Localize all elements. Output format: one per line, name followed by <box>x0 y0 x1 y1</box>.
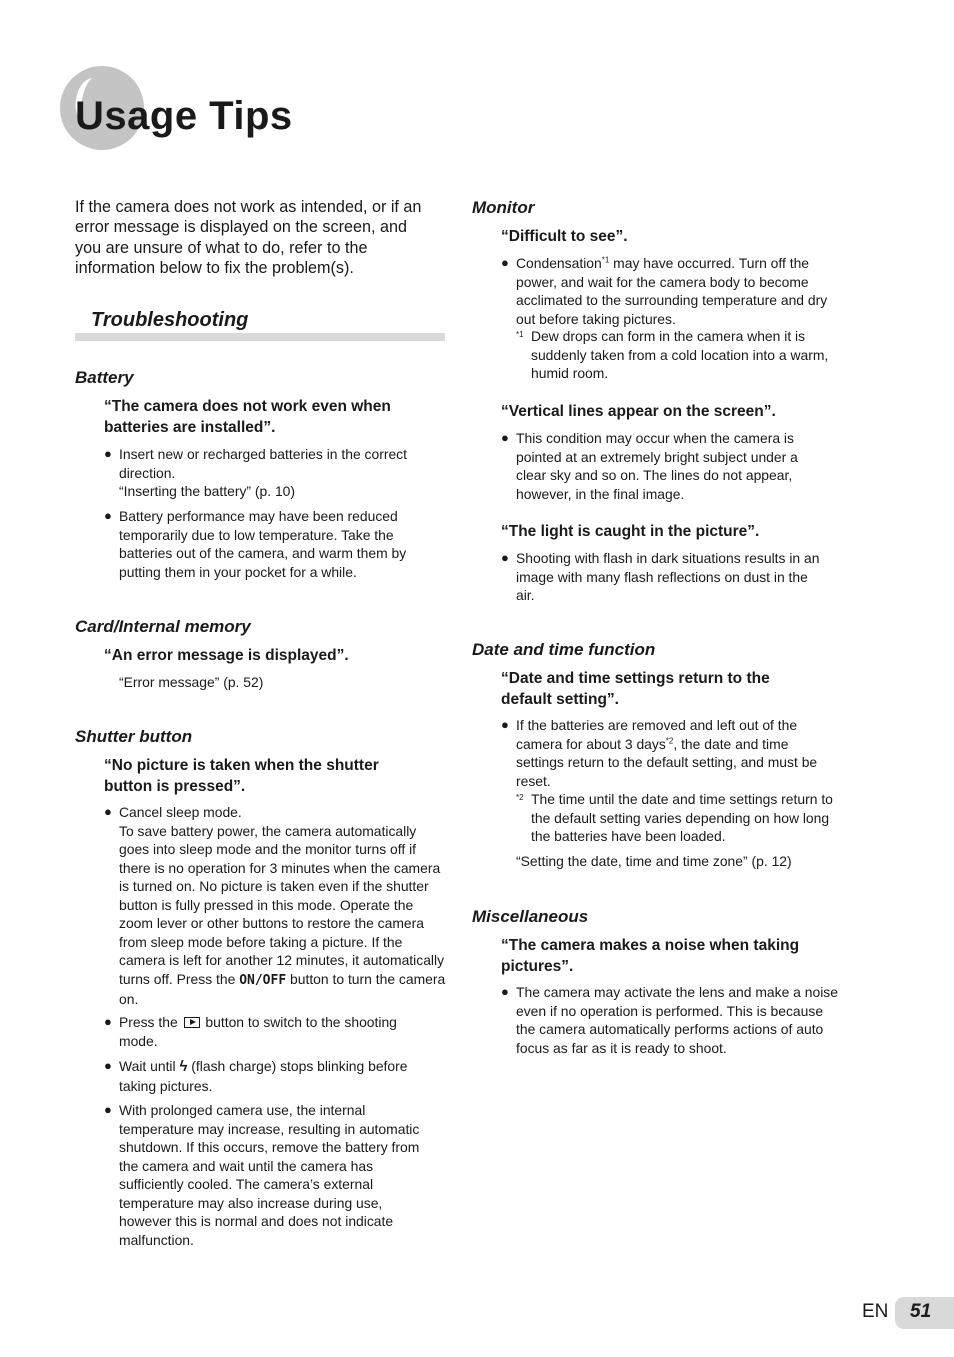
page-number-tab <box>895 1297 954 1329</box>
datetime-footnote: *2 The time until the date and time settings return to the default setting varies depending on how long the batteries have been loaded. <box>516 791 833 844</box>
on-off-button-label: ON/OFF <box>239 972 287 988</box>
shutter-bullet-3: ● Wait until ϟ (flash charge) stops blinking before taking pictures. <box>104 1058 408 1094</box>
bullet-icon: ● <box>501 430 509 445</box>
monitor-bullet-1: ● Condensation$^{*1}$ may have occurred. Turn off the power, and wait for the camera body to become acclimated to the surrounding temperature and dry out before taking pictures. <box>501 255 828 327</box>
battery-bullet-2: ● Battery performance may have been reduced temporarily due to low temperature. Take the batteries out of the camera, and warm them by putting them in your pocket for a while. <box>104 508 407 580</box>
monitor-footnote-1: *1 Dew drops can form in the camera when it is suddenly taken from a cold location into a warm, humid room. <box>516 328 829 381</box>
shutter-bullet-2: ● Press the button to switch to the shooting mode. <box>104 1014 397 1049</box>
section-card: Card/Internal memory <box>75 617 251 636</box>
language-label: EN <box>862 1301 889 1322</box>
card-question: “An error message is displayed”. <box>104 647 349 664</box>
bullet-icon: ● <box>501 984 509 999</box>
page-number: 51 <box>910 1301 932 1322</box>
intro-text: If the camera does not work as intended, or if an error message is displayed on the screen, and you are unsure of what to do, refer to the information below to fix the problem(s). <box>75 198 422 278</box>
monitor-question-1: “Difficult to see”. <box>501 228 628 245</box>
monitor-question-3: “The light is caught in the picture”. <box>501 523 760 540</box>
section-battery: Battery <box>75 368 134 387</box>
datetime-question: “Date and time settings return to the default setting”. <box>501 670 770 708</box>
misc-bullet-1: ● The camera may activate the lens and make a noise even if no operation is performed. This is because the camera automatically performs actions of auto focus as far as it is ready to shoot. <box>501 984 838 1056</box>
bullet-icon: ● <box>104 508 112 523</box>
playback-button-icon <box>184 1017 200 1028</box>
battery-question: “The camera does not work even when batteries are installed”. <box>104 398 391 436</box>
card-ref: “Error message” (p. 52) <box>119 674 264 690</box>
bullet-icon: ● <box>104 804 112 819</box>
shutter-question: “No picture is taken when the shutter button is pressed”. <box>104 757 379 795</box>
section-datetime: Date and time function <box>472 640 656 659</box>
shutter-bullet-1: ● Cancel sleep mode. To save battery power, the camera automatically goes into sleep mode and the monitor turns off if there is no operation for 3 minutes when the camera is turned on. No picture is taken even if the shutter button is fully pressed in this mode. Operate the zoom lever or other buttons to restore the camera from sleep mode before taking a picture. If the camera is left for another 12 minutes, it automatically turns off. Press the ON/OFF button to turn the camera on. <box>104 804 446 1007</box>
bullet-icon: ● <box>501 550 509 565</box>
bullet-icon: ● <box>104 1058 112 1073</box>
battery-ref: “Inserting the battery” (p. 10) <box>119 483 296 499</box>
monitor-question-2: “Vertical lines appear on the screen”. <box>501 403 776 420</box>
bullet-icon: ● <box>501 255 509 270</box>
bullet-icon: ● <box>104 1102 112 1117</box>
bullet-icon: ● <box>104 446 112 461</box>
section-misc: Miscellaneous <box>472 907 589 926</box>
shutter-bullet-4: ● With prolonged camera use, the internal temperature may increase, resulting in automatic shutdown. If this occurs, remove the battery from the camera and wait until the camera has sufficiently cooled. The camera’s external temperature may also increase during use, however this is normal and does not indicate malfunction. <box>104 1102 420 1248</box>
misc-question: “The camera makes a noise when taking pictures”. <box>501 937 800 975</box>
section-shutter: Shutter button <box>75 727 193 746</box>
bullet-icon: ● <box>104 1014 112 1029</box>
page-title-block <box>58 64 378 154</box>
troubleshooting-heading: Troubleshooting <box>75 309 445 341</box>
battery-bullet-1: ● Insert new or recharged batteries in the correct direction. “Inserting the battery” (p. 10) <box>104 446 407 499</box>
monitor-bullet-3: ● Shooting with flash in dark situations results in an image with many flash reflections on dust in the air. <box>501 550 820 603</box>
page-title: Usage Tips <box>75 94 293 138</box>
section-monitor: Monitor <box>472 198 535 217</box>
bullet-icon: ● <box>501 717 509 732</box>
monitor-bullet-2: ● This condition may occur when the camera is pointed at an extremely bright subject under a clear sky and so on. The lines do not appear, however, in the final image. <box>501 430 798 502</box>
datetime-ref: “Setting the date, time and time zone” (p. 12) <box>516 853 792 869</box>
flash-charge-icon: ϟ <box>179 1058 188 1075</box>
datetime-bullet-1: ● If the batteries are removed and left out of the camera for about 3 days$^{*2}$, the date and time settings return to the default setting, and must be reset. <box>501 717 818 789</box>
